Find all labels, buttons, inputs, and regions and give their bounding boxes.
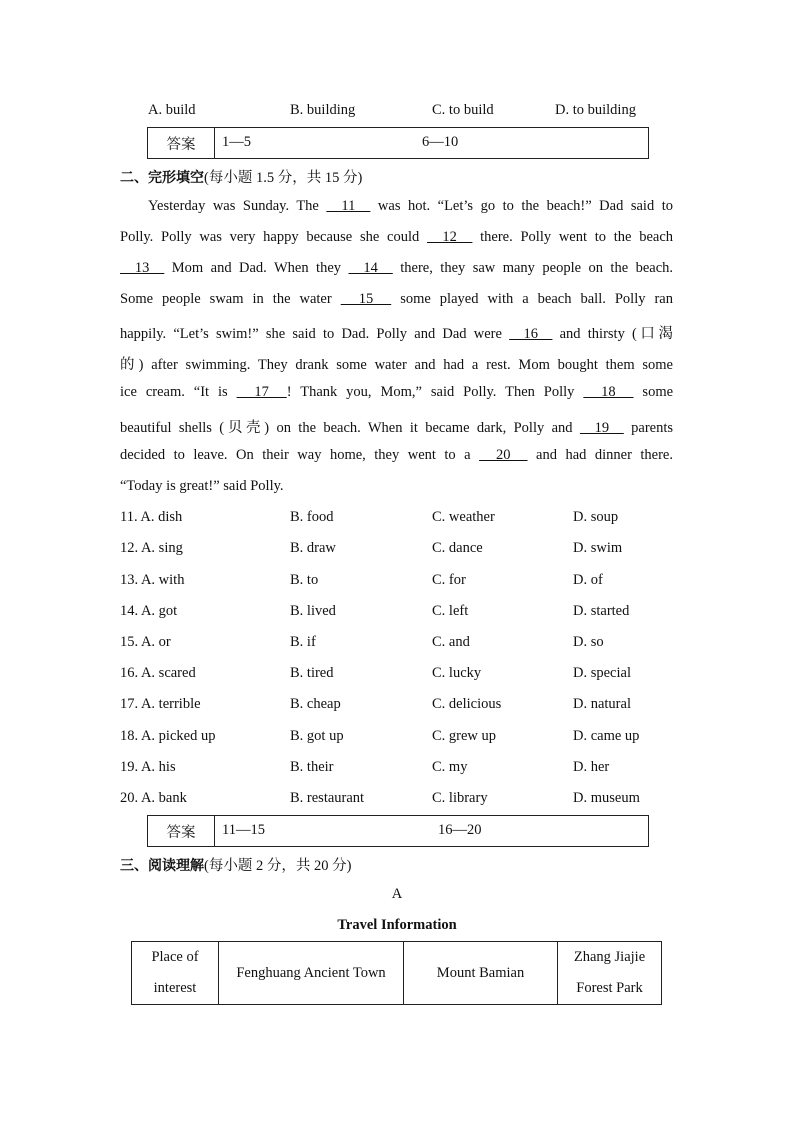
blank-17: 17 <box>236 384 287 400</box>
passage-line-9: decided to leave. On their way home, they went to a 20 and had dinner there. <box>120 447 673 463</box>
blank-14: 14 <box>348 260 393 276</box>
question-12-option-a: 12. A. sing <box>120 540 183 556</box>
option-d: D. to building <box>555 102 636 118</box>
question-20-option-c: C. library <box>432 790 488 806</box>
question-13-option-d: D. of <box>573 572 603 588</box>
section-3-note: (每小题 2 分，共 20 分) <box>204 858 352 874</box>
question-12 <box>0 540 794 560</box>
question-20 <box>0 790 794 810</box>
question-17-option-d: D. natural <box>573 696 631 712</box>
answer-range-1: 1—5 <box>222 134 251 150</box>
header-line-1: Place of <box>151 949 199 965</box>
header-line-2: interest <box>153 980 197 996</box>
blank-16: 16 <box>509 326 553 342</box>
question-19-option-b: B. their <box>290 759 334 775</box>
place-zhangjiajie <box>558 942 662 1005</box>
question-20-option-b: B. restaurant <box>290 790 365 806</box>
question-18-option-c: C. grew up <box>432 728 497 744</box>
blank-20: 20 <box>479 447 528 463</box>
option-c: C. to build <box>432 102 494 118</box>
section-2-title: 二、完形填空 <box>120 170 204 186</box>
travel-info-table <box>131 941 662 1005</box>
place-mount-bamian: Mount Bamian <box>404 942 558 1005</box>
passage-line-8: beautiful shells (贝壳) on the beach. When it became dark, Polly and 19 parents <box>120 420 674 436</box>
question-16-option-c: C. lucky <box>432 665 482 681</box>
question-12-option-d: D. swim <box>573 540 623 556</box>
question-15-option-b: B. if <box>290 634 316 650</box>
question-16 <box>0 665 794 685</box>
passage-line-3: 13 Mom and Dad. When they 14 there, they saw many people on the beach. <box>120 260 674 276</box>
passage-line-10: “Today is great!” said Polly. <box>120 478 284 494</box>
question-14-option-c: C. left <box>432 603 469 619</box>
section-2-note: (每小题 1.5 分，共 15 分) <box>204 170 363 186</box>
passage-line-5: happily. “Let’s swim!” she said to Dad. Polly and Dad were 16 and thirsty (口渴 <box>120 326 673 342</box>
question-16-option-d: D. special <box>573 665 631 681</box>
option-b: B. building <box>290 102 356 118</box>
passage-line-7: ice cream. “It is 17 ! Thank you, Mom,” said Polly. Then Polly 18 some <box>120 384 674 400</box>
blank-11: 11 <box>326 198 371 214</box>
blank-12: 12 <box>426 229 473 245</box>
blank-18: 18 <box>583 384 634 400</box>
question-13-option-a: 13. A. with <box>120 572 185 588</box>
blank-15: 15 <box>340 291 392 307</box>
question-17-option-c: C. delicious <box>432 696 502 712</box>
answer-box-ranges <box>215 128 649 159</box>
question-18-option-a: 18. A. picked up <box>120 728 216 744</box>
question-15-option-c: C. and <box>432 634 470 650</box>
question-11-option-a: 11. A. dish <box>120 509 183 525</box>
section-3-title: 三、阅读理解 <box>120 858 204 874</box>
question-19-option-c: C. my <box>432 759 468 775</box>
question-10-options <box>0 102 794 122</box>
place-fenghuang: Fenghuang Ancient Town <box>219 942 404 1005</box>
question-14-option-b: B. lived <box>290 603 336 619</box>
question-16-option-b: B. tired <box>290 665 334 681</box>
question-20-option-a: 20. A. bank <box>120 790 187 806</box>
question-13-option-c: C. for <box>432 572 466 588</box>
question-12-option-b: B. draw <box>290 540 336 556</box>
question-19 <box>0 759 794 779</box>
option-a: A. build <box>148 102 196 118</box>
question-14-option-a: 14. A. got <box>120 603 178 619</box>
answer-box-1 <box>147 127 649 159</box>
question-17-option-b: B. cheap <box>290 696 341 712</box>
question-17-option-a: 17. A. terrible <box>120 696 201 712</box>
question-13-option-b: B. to <box>290 572 319 588</box>
answer-range-2: 16—20 <box>438 822 482 838</box>
question-13 <box>0 572 794 592</box>
answer-box-2 <box>147 815 649 847</box>
passage-line-4: Some people swam in the water 15 some played with a beach ball. Polly ran <box>120 291 673 307</box>
question-11 <box>0 509 794 529</box>
table-title: Travel Information <box>337 917 457 933</box>
place-zhangjiajie-line-2: Forest Park <box>576 980 643 996</box>
place-zhangjiajie-line-1: Zhang Jiajie <box>573 949 646 965</box>
section-3-heading <box>120 854 351 875</box>
answer-box-label: 答案 <box>148 816 215 847</box>
question-15-option-d: D. so <box>573 634 604 650</box>
section-2-heading <box>120 166 362 187</box>
question-18-option-b: B. got up <box>290 728 344 744</box>
blank-13: 13 <box>120 260 165 276</box>
question-11-option-d: D. soup <box>573 509 619 525</box>
question-17 <box>0 696 794 716</box>
table-header-cell <box>132 942 219 1005</box>
passage-line-2: Polly. Polly was very happy because she could 12 there. Polly went to the beach <box>120 229 674 245</box>
question-14-option-d: D. started <box>573 603 630 619</box>
question-12-option-c: C. dance <box>432 540 483 556</box>
passage-line-6: 的) after swimming. They drank some water and had a rest. Mom bought them some <box>120 357 673 373</box>
question-18-option-d: D. came up <box>573 728 640 744</box>
question-19-option-a: 19. A. his <box>120 759 176 775</box>
question-14 <box>0 603 794 623</box>
question-15 <box>0 634 794 654</box>
passage-line-1: Yesterday was Sunday. The 11 was hot. “Let’s go to the beach!” Dad said to <box>148 198 674 214</box>
question-20-option-d: D. museum <box>573 790 640 806</box>
question-19-option-d: D. her <box>573 759 610 775</box>
answer-range-2: 6—10 <box>422 134 459 150</box>
answer-range-1: 11—15 <box>222 822 265 838</box>
question-18 <box>0 728 794 748</box>
answer-box-label: 答案 <box>148 128 215 159</box>
part-label: A <box>391 886 403 902</box>
question-11-option-b: B. food <box>290 509 334 525</box>
blank-19: 19 <box>579 420 624 436</box>
question-15-option-a: 15. A. or <box>120 634 171 650</box>
question-11-option-c: C. weather <box>432 509 495 525</box>
question-16-option-a: 16. A. scared <box>120 665 196 681</box>
answer-box-ranges <box>215 816 649 847</box>
